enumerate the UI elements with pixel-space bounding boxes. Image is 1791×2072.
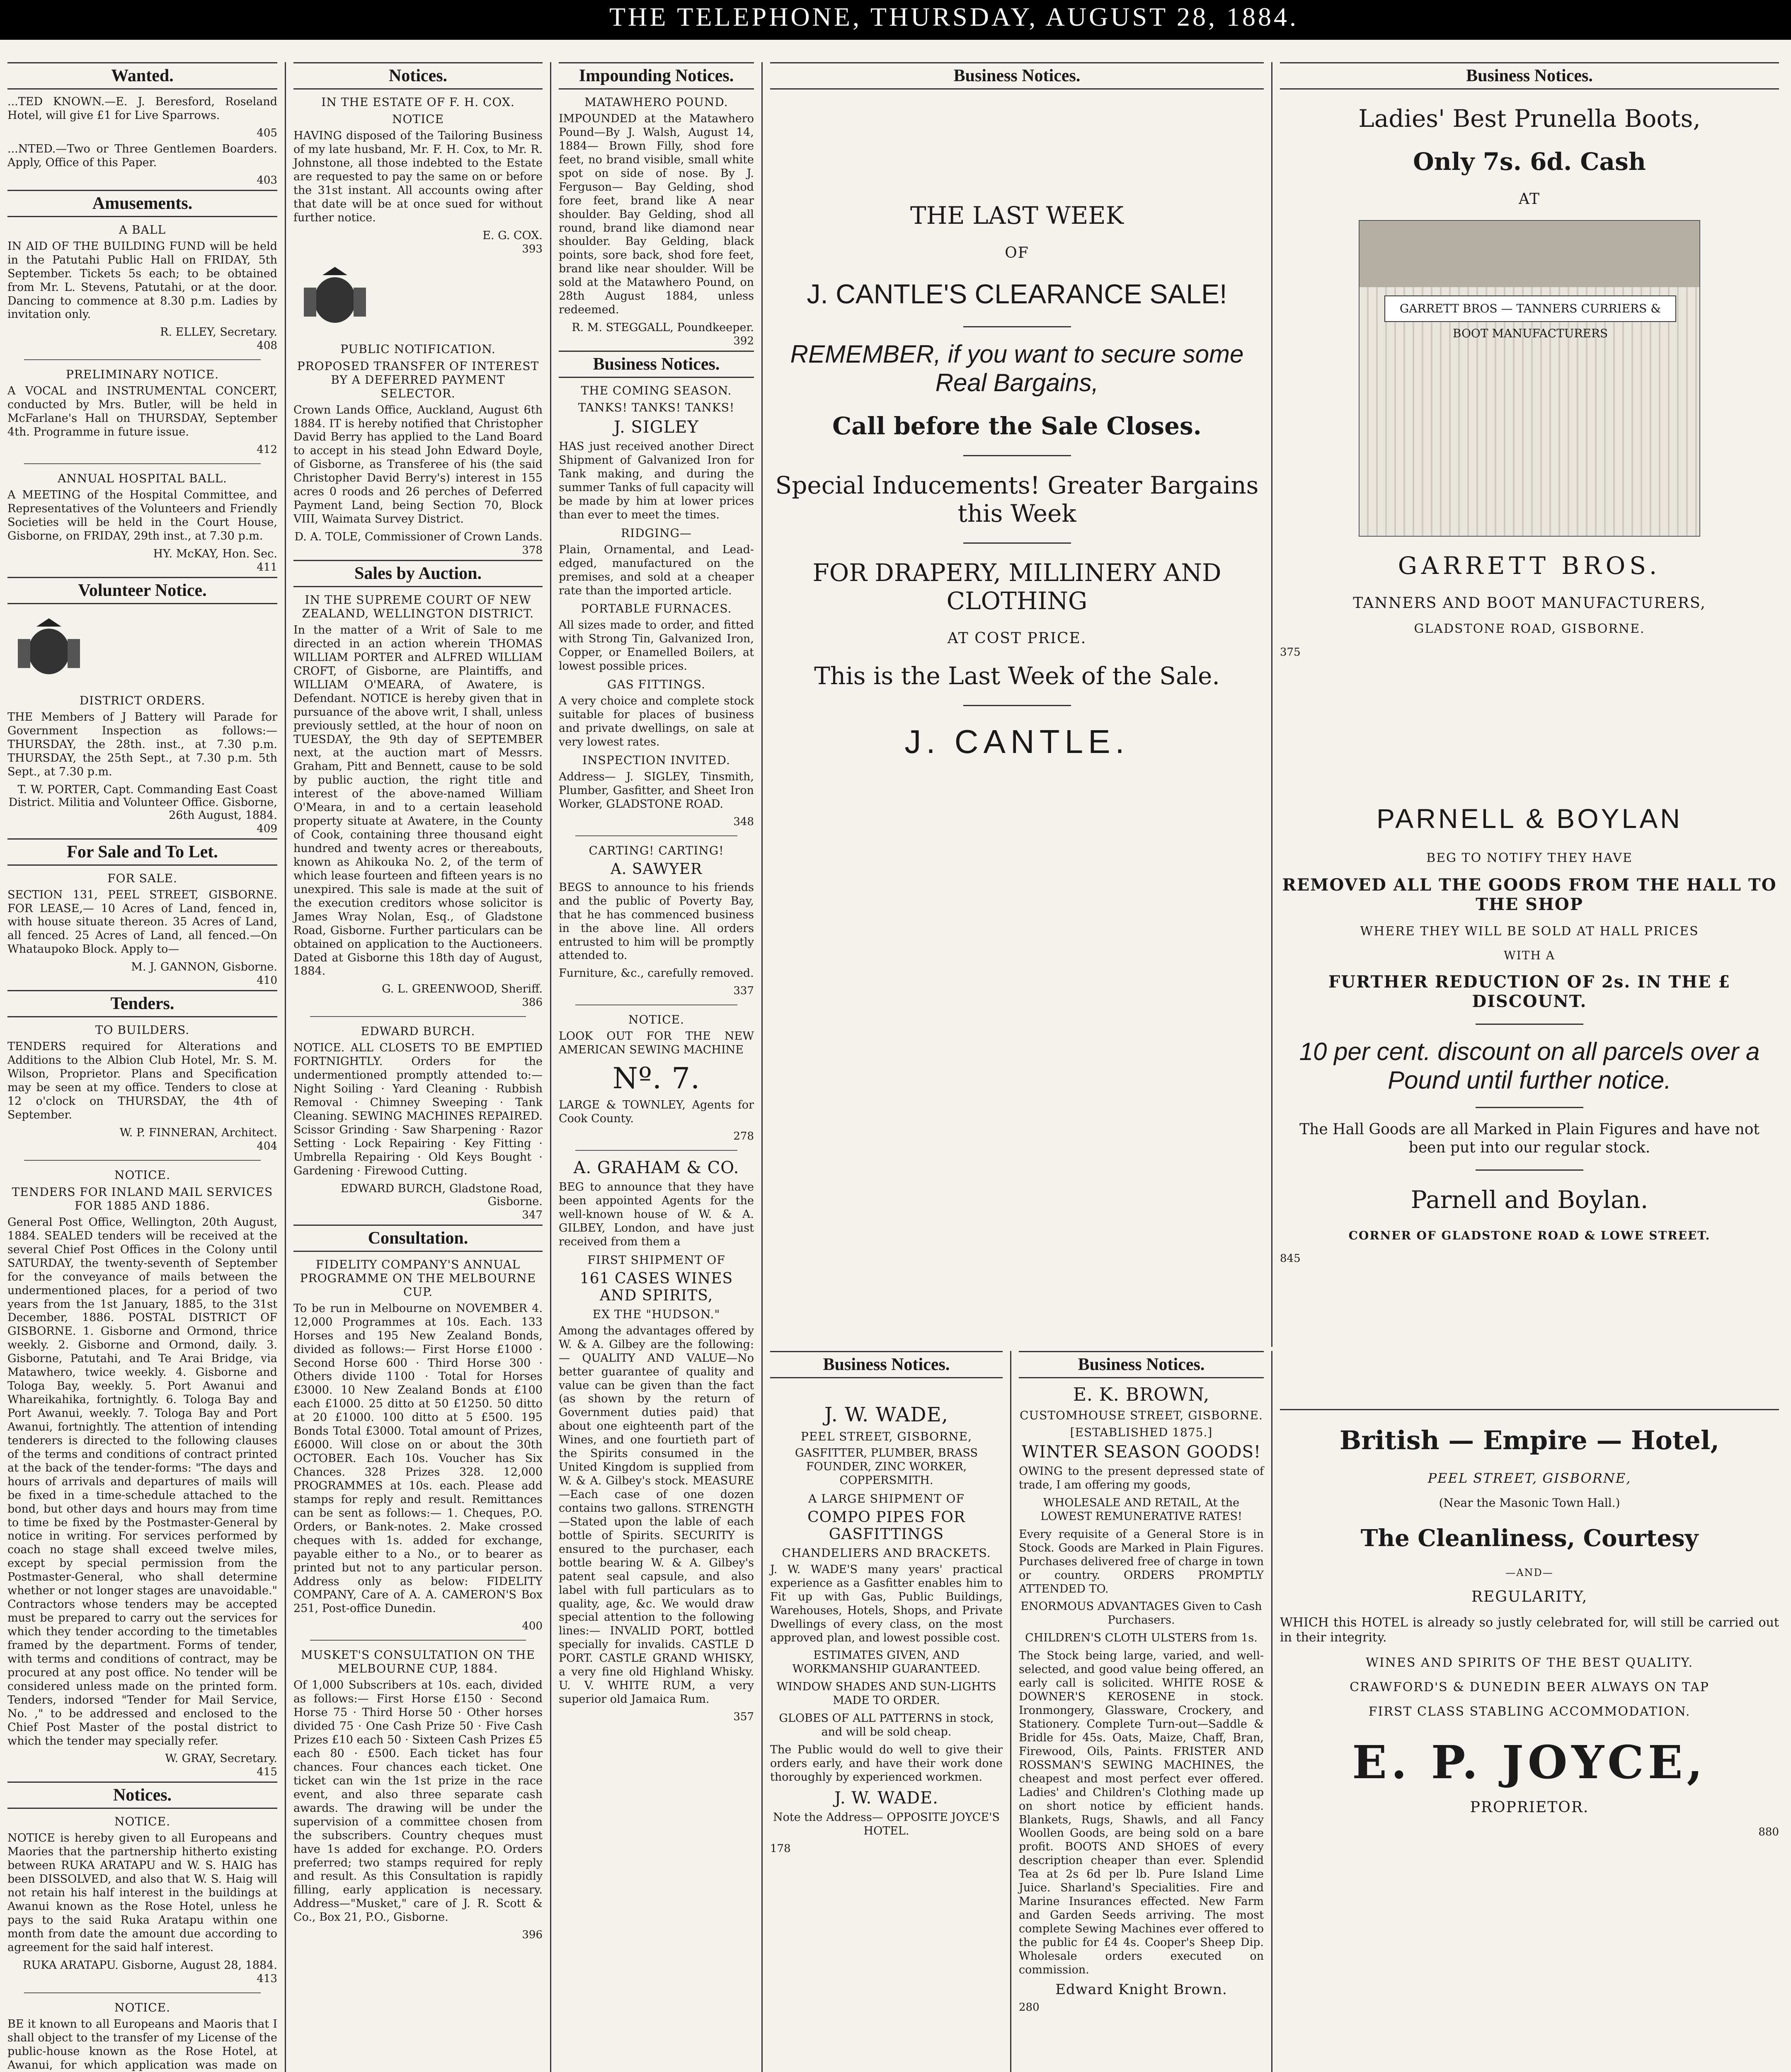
divider xyxy=(575,1150,737,1151)
divider xyxy=(575,835,737,836)
divider xyxy=(963,542,1071,544)
ad-text: TENDERS required for Alterations and Additions to the Albion Club Hotel, Mr. S. M. Wilson, Proprietor. Plans and Specification may be seen at my office. Tenders to close at 12 o'clock on THURSDAY, the 4th of September. xyxy=(7,1040,277,1121)
ad-number: 393 xyxy=(522,242,543,255)
masthead xyxy=(0,0,1791,40)
ad-text: CHILDREN'S CLOTH ULSTERS from 1s. xyxy=(1025,1631,1258,1645)
parnell-name: PARNELL & BOYLAN xyxy=(1377,803,1682,834)
hotel-line: (Near the Masonic Town Hall.) xyxy=(1439,1496,1620,1510)
ad-text: To be run in Melbourne on NOVEMBER 4. 12,000 Programmes at 10s. Each. 133 Horses and 195 New Zealand Bonds, divided as follows:— First Horse £1000 · Second Horse 600 · Third Horse 300 · Others divide 1100 · Total for Horses £3000. 10 New Zealand Bonds at £100 each £1000. 25 ditto at 50 £1250. 50 ditto at 20 £1000. 100 ditto at 5 £500. 195 Bonds Total £3000. Total amount of Prizes, £6000. Will close on or about the 30th OCTOBER. Each 10s. Voucher has Six Chances. 328 Prizes 328. 12,000 PROGRAMMES at 10s. each. Please add stamps for reply and result. Remittances can be sent as follows:— 1. Cheques, P.O. Orders, or Bank-notes. 2. Make crossed cheques with 1s. added for exchange, payable either to a No., or to bearer as printed but not to any particular person. Address only as below: FIDELITY COMPANY, Care of A. A. CAMERON'S Box 251, Post-office Dunedin. xyxy=(293,1302,543,1615)
ad-number: 411 xyxy=(257,561,277,574)
royal-crest-icon xyxy=(7,618,90,680)
ad-number: 413 xyxy=(257,1972,277,1985)
ad-heading: A. SAWYER xyxy=(610,860,703,878)
ad-signature: G. L. GREENWOOD, Sheriff. xyxy=(382,983,543,996)
garrett-line: GLADSTONE ROAD, GISBORNE. xyxy=(1414,622,1645,636)
section-business-notices: Business Notices. xyxy=(770,1351,1003,1378)
ad-number: 392 xyxy=(733,335,754,348)
hotel-line: PROPRIETOR. xyxy=(1470,1799,1589,1816)
ad-text: OWING to the present depressed state of trade, I am offering my goods, xyxy=(1019,1465,1264,1491)
divider xyxy=(24,463,261,464)
ad-text: THE Members of J Battery will Parade for Government Inspection as follows:— THURSDAY, the 28th. inst., at 7.30 p.m. THURSDAY, the 25th Sept., at 7.30 p.m. 5th Sept., at 7.30 p.m. xyxy=(7,710,277,778)
section-wanted: Wanted. xyxy=(7,62,277,90)
ad-signature: RUKA ARATAPU. Gisborne, August 28, 1884. xyxy=(23,1958,277,1972)
ad-number: 403 xyxy=(257,174,277,186)
divider xyxy=(24,1992,261,1993)
ad-signature: EDWARD BURCH, Gladstone Road, Gisborne. xyxy=(340,1182,543,1208)
ad-text: Every requisite of a General Store is in Stock. Goods are Marked in Plain Figures. Purchases delivered free of charge in town or country. ORDERS PROMPTLY ATTENDED TO. xyxy=(1019,1527,1264,1595)
section-amusements: Amusements. xyxy=(7,190,277,217)
ad-number: 357 xyxy=(733,1711,754,1723)
ad-heading: PRELIMINARY NOTICE. xyxy=(65,368,219,382)
parnell-line: REMOVED ALL THE GOODS FROM THE HALL TO THE SHOP xyxy=(1282,875,1777,914)
ad-text: ENORMOUS ADVANTAGES Given to Cash Purchasers. xyxy=(1020,1600,1262,1627)
hotel-proprietor-name: E. P. JOYCE, xyxy=(1352,1736,1707,1789)
ad-text: Plain, Ornamental, and Lead-edged, manufactured on the premises, and sold at a cheaper rate than the imported article. xyxy=(559,543,754,597)
ad-heading: J. W. WADE, xyxy=(824,1403,948,1426)
ad-text: NOTICE. ALL CLOSETS TO BE EMPTIED FORTNIGHTLY. Orders for the undermentioned promptly attended to:— Night Soiling · Yard Cleaning · Rubbish Removal · Chimney Sweeping · Tank Cleaning. SEWING MACHINES REPAIRED. Scissor Grinding · Saw Sharpening · Razor Setting · Lock Repairing · Key Fitting · Umbrella Repairing · Old Keys Bought · Gardening · Firewood Cutting. xyxy=(293,1041,543,1177)
ad-text: NOTICE is hereby given to all Europeans and Maories that the partnership hitherto existing between RUKA ARATAPU and W. S. HAIG has been DISSOLVED, and also that W. S. Haig will not retain his half interest in the buildings at Awanui known as the Rose Hotel, unless he pays to the said Ruka Aratapu within one month from date the amount due according to agreement for the said half interest. xyxy=(7,1832,277,1954)
cantle-line: AT COST PRICE. xyxy=(947,630,1087,647)
ad-signature: HY. McKAY, Hon. Sec. xyxy=(153,547,277,560)
ad-number: 278 xyxy=(733,1130,754,1143)
ad-text: ...NTED.—Two or Three Gentlemen Boarders. Apply, Office of this Paper. xyxy=(7,142,277,169)
ad-text: BE it known to all Europeans and Maoris that I shall object to the transfer of my License of the public-house known as the Rose Hotel, at Awanui, for which application was made on xyxy=(7,2017,277,2072)
ad-signature: Edward Knight Brown. xyxy=(1055,1981,1227,1998)
ad-signature: R. M. STEGGALL, Poundkeeper. xyxy=(572,321,754,334)
ad-heading: MUSKET'S CONSULTATION ON THE MELBOURNE CUP, 1884. xyxy=(301,1648,536,1676)
ad-heading: IN THE SUPREME COURT OF NEW ZEALAND, WELLINGTON DISTRICT. xyxy=(302,593,534,620)
hotel-line: WHICH this HOTEL is already so justly celebrated for, will still be carried out in their integrity. xyxy=(1280,1615,1779,1645)
section-impounding: Impounding Notices. xyxy=(559,62,754,90)
ad-heading: A. GRAHAM & CO. xyxy=(573,1158,739,1178)
ad-heading: DISTRICT ORDERS. xyxy=(79,693,206,707)
cantle-line: THE LAST WEEK xyxy=(910,201,1124,230)
section-tenders: Tenders. xyxy=(7,990,277,1017)
ad-text: WHOLESALE AND RETAIL, At the LOWEST REMUNERATIVE RATES! xyxy=(1040,1496,1242,1523)
ad-text: Address— J. SIGLEY, Tinsmith, Plumber, Gasfitter, and Sheet Iron Worker, GLADSTONE ROAD. xyxy=(559,770,754,811)
cantle-line: Special Inducements! Greater Bargains this Week xyxy=(775,471,1259,528)
ad-number: 347 xyxy=(522,1208,543,1221)
divider xyxy=(1476,1169,1583,1171)
divider xyxy=(1476,1024,1583,1025)
hotel-line: WINES AND SPIRITS OF THE BEST QUALITY. xyxy=(1365,1656,1694,1670)
ad-heading: ANNUAL HOSPITAL BALL. xyxy=(58,472,227,486)
column-2 xyxy=(286,62,551,2072)
section-business-notices: Business Notices. xyxy=(559,351,754,378)
parnell-line: BEG TO NOTIFY THEY HAVE xyxy=(1426,851,1633,865)
ad-number: 410 xyxy=(257,974,277,987)
ad-signature: W. GRAY, Secretary. xyxy=(165,1752,277,1765)
garrett-line: TANNERS AND BOOT MANUFACTURERS, xyxy=(1353,595,1706,612)
ad-heading: NOTICE. xyxy=(114,2000,170,2014)
shop-building-illustration xyxy=(1359,220,1700,537)
garrett-line: Ladies' Best Prunella Boots, xyxy=(1358,104,1701,133)
ad-text: A very choice and complete stock suitable for places of business and private dwellings, on sale at very lowest rates. xyxy=(559,695,754,748)
ad-signature: T. W. PORTER, Capt. Commanding East Coast District. Militia and Volunteer Office. Gisborne, 26th August, 1884. xyxy=(8,783,277,822)
parnell-line: The Hall Goods are all Marked in Plain Figures and have not been put into our regular stock. xyxy=(1299,1121,1759,1156)
divider xyxy=(310,1016,526,1017)
ad-heading: RIDGING— xyxy=(621,526,692,540)
parnell-signature: Parnell and Boylan. xyxy=(1411,1185,1648,1214)
ad-heading: IN THE ESTATE OF F. H. COX. xyxy=(321,95,515,109)
ad-text: LARGE & TOWNLEY, Agents for Cook County. xyxy=(559,1099,754,1126)
ad-heading: EDWARD BURCH. xyxy=(361,1024,475,1038)
ad-number: 400 xyxy=(522,1620,543,1633)
section-business-notices: Business Notices. xyxy=(770,62,1264,90)
hotel-line: REGULARITY, xyxy=(1471,1588,1588,1605)
column-4-brown xyxy=(1011,1351,1272,2072)
divider xyxy=(310,1640,526,1641)
section-notices: Notices. xyxy=(293,62,543,90)
hotel-line: CRAWFORD'S & DUNEDIN BEER ALWAYS ON TAP xyxy=(1350,1680,1709,1694)
section-volunteer: Volunteer Notice. xyxy=(7,577,277,604)
parnell-line: CORNER OF GLADSTONE ROAD & LOWE STREET. xyxy=(1348,1228,1711,1242)
garrett-name: GARRETT BROS. xyxy=(1398,552,1661,580)
ad-text: Crown Lands Office, Auckland, August 6th 1884. IT is hereby notified that Christopher David Berry has applied to the Land Board to accept in his stead John Edward Doyle, of Gisborne, as Transferee of his (the said Christopher David Berry's) interest in 155 acres 0 roods and 26 perches of Deferred Payment Land, being Section 70, Block VIII, Waimata Survey District. xyxy=(293,403,543,526)
ad-heading: NOTICE. xyxy=(114,1168,170,1182)
ad-number: 178 xyxy=(770,1842,791,1855)
ad-number: 404 xyxy=(257,1140,277,1152)
column-1 xyxy=(0,62,286,2072)
divider xyxy=(963,455,1071,456)
section-for-sale: For Sale and To Let. xyxy=(7,838,277,866)
hotel-line: FIRST CLASS STABLING ACCOMMODATION. xyxy=(1368,1704,1691,1719)
cantle-line: Call before the Sale Closes. xyxy=(832,412,1202,440)
ad-number: 409 xyxy=(257,822,277,835)
ad-signature: R. ELLEY, Secretary. xyxy=(160,326,277,339)
ad-subheading: CUSTOMHOUSE STREET, GISBORNE. xyxy=(1020,1409,1263,1422)
ad-text: General Post Office, Wellington, 20th August, 1884. SEALED tenders will be received at the several Chief Post Offices in the Colony until SATURDAY, the twenty-seventh of September for the conveyance of mails between the undermentioned places, for a period of two years from the 1st January, 1885, to the 31st December, 1886. POSTAL DISTRICT OF GISBORNE. 1. Gisborne and Ormond, thrice weekly. 2. Gisborne and Ormond, daily. 3. Gisborne, Patutahi, and Te Arai Bridge, via Matawhero, twice weekly. 4. Gisborne and Tologa Bay, weekly. 5. Port Awanui and Whareikahika, fortnightly. 6. Tologa Bay and Port Awanui, weekly. 7. Tologa Bay and Port Awanui, fortnightly. The attention of intending tenderers is directed to the following clauses of the terms and conditions of contract printed at the back of the tender-forms: "The days and hours of arrivals and departures of mails will be fixed in a time-schedule attached to the bond, but other days and hours may from time to time be fixed by the Postmaster-General by notice in writing. For services performed by coach no stage shall exceed twelve miles, except by special permission from the Postmaster-General, who shall determine whether or not longer stages are unavoidable." Contractors whose tenders may be accepted must be prepared to carry out the services for which they tender according to the timetables framed by the department. Forms of tender, with terms and conditions of contract, may be procured at any post office. No tender will be considered unless made on the printed form. Tenders, indorsed "Tender for Mail Service, No. ," to be addressed and enclosed to the Chief Post Master of the postal district to which the tender may specially refer. xyxy=(7,1215,277,1748)
ad-text: ESTIMATES GIVEN, AND WORKMANSHIP GUARANTEED. xyxy=(792,1649,981,1676)
section-business-notices: Business Notices. xyxy=(1280,62,1779,90)
parnell-line: WITH A xyxy=(1503,949,1556,962)
divider xyxy=(24,1160,261,1161)
hotel-name: British — Empire — Hotel, xyxy=(1339,1425,1720,1455)
ad-signature: M. J. GANNON, Gisborne. xyxy=(131,961,277,974)
hotel-line: PEEL STREET, GISBORNE, xyxy=(1427,1470,1631,1486)
ad-heading: FIDELITY COMPANY'S ANNUAL PROGRAMME ON THE MELBOURNE CUP. xyxy=(300,1257,536,1299)
ad-heading: TO BUILDERS. xyxy=(95,1023,190,1037)
ad-subheading: [ESTABLISHED 1875.] xyxy=(1070,1426,1213,1439)
ad-text: Furniture, &c., carefully removed. xyxy=(559,967,754,980)
column-4-cantle xyxy=(763,62,1272,1347)
masthead-title: THE TELEPHONE, THURSDAY, AUGUST 28, 1884. xyxy=(609,2,1299,31)
ad-text: IN AID OF THE BUILDING FUND will be held in the Patutahi Public Hall on FRIDAY, 5th September. Tickets 5s each; to be obtained from Mr. L. Stevens, Patutahi, or at the door. Dancing to commence at 8.30 p.m. Ladies by invitation only. xyxy=(7,240,277,321)
ad-number: 412 xyxy=(257,443,277,456)
ad-number: 375 xyxy=(1280,646,1301,658)
ad-signature: W. P. FINNERAN, Architect. xyxy=(119,1126,277,1139)
cantle-signature: J. CANTLE. xyxy=(904,723,1129,760)
cantle-line: This is the Last Week of the Sale. xyxy=(814,662,1220,690)
ad-text: GLOBES OF ALL PATTERNS in stock, and will be sold cheap. xyxy=(779,1712,994,1739)
ad-heading: TANKS! TANKS! TANKS! xyxy=(578,401,735,415)
ad-heading: PUBLIC NOTIFICATION. xyxy=(340,342,496,356)
column-5 xyxy=(1272,62,1786,2072)
ad-text: In the matter of a Writ of Sale to me directed in an action wherein THOMAS WILLIAM PORTER and ALFRED WILLIAM CROFT, of Gisborne, are Plaintiffs, and WILLIAM O'MEARA, of Awatere, is Defendant. NOTICE is hereby given that in pursuance of the above writ, I shall, unless previously settled, at the hour of noon on TUESDAY, the 9th day of SEPTEMBER next, at the auction mart of Messrs. Graham, Pitt and Bennett, cause to be sold by public auction, the right title and interest of the above-named William O'Meara, in and to a certain leasehold property situate at Awatere, in the County of Cook, containing three thousand eight hundred and twenty acres or thereabouts, known as Ahikouka No. 2, of the term of which lease fourteen and fifteen years is no unexpired. This sale is made at the suit of the execution creditors whose solicitor is James Wray Nolan, Esq., of Gladstone Road, Gisborne. Further particulars can be obtained on application to the Auctioneers. Dated at Gisborne this 18th day of August, 1884. xyxy=(293,624,543,978)
ad-heading: NOTICE. xyxy=(628,1013,684,1027)
column-3 xyxy=(551,62,763,2072)
divider xyxy=(963,326,1071,327)
ad-subheading: A LARGE SHIPMENT OF xyxy=(808,1491,965,1506)
ad-heading: 161 CASES WINES AND SPIRITS, xyxy=(579,1270,733,1304)
parnell-discount: 10 per cent. discount on all parcels over a Pound until further notice. xyxy=(1299,1038,1760,1094)
ad-signature: E. G. COX. xyxy=(482,229,543,242)
ad-number: 348 xyxy=(733,815,754,828)
ad-text: Note the Address— OPPOSITE JOYCE'S HOTEL. xyxy=(773,1811,1000,1837)
column-4-wade xyxy=(763,1351,1011,2072)
ad-text: Among the advantages offered by W. & A. Gilbey are the following:— QUALITY AND VALUE—No better guarantee of quality and value can be given than the fact (as shown by the return of Government duties paid) that about one eighteenth part of the Wines, and one fourtieth part of the Spirits consumed in the United Kingdom is supplied from W. & A. Gilbey's stock. MEASURE—Each case of one dozen contains two gallons. STRENGTH—Stated upon the lable of each bottle of Spirits. SECURITY is ensured to the purchaser, each bottle bearing W. & A. Gilbey's patent seal capsule, and also label with full particulars as to quality, age, &c. We would draw special attention to the following lines:— INVALID PORT, bottled specially for invalids. CASTLE D PORT. CASTLE GRAND WHISKY, a very fine old Highland Whisky. U. V. WHITE RUM, a very superior old Jamaica Rum. xyxy=(559,1324,754,1706)
ad-text: BEG to announce that they have been appointed Agents for the well-known house of W. & A. GILBEY, London, and have just received from them a xyxy=(559,1181,754,1248)
hotel-line: —AND— xyxy=(1505,1566,1553,1578)
garrett-line: Only 7s. 6d. Cash xyxy=(1413,148,1646,176)
ad-heading: COMPO PIPES FOR GASFITTINGS xyxy=(807,1508,965,1543)
building-roof xyxy=(1360,221,1699,287)
cantle-line: OF xyxy=(1005,244,1029,261)
ad-text: BEGS to announce to his friends and the public of Poverty Bay, that he has commenced business in the above line. All orders entrusted to him will be promptly attended to. xyxy=(559,881,754,962)
ad-text: A VOCAL and INSTRUMENTAL CONCERT, conducted by Mrs. Butler, will be held in McFarlane's Hall on THURSDAY, September 4th. Programme in future issue. xyxy=(7,385,277,439)
cantle-headline: J. CANTLE'S CLEARANCE SALE! xyxy=(807,278,1227,309)
ad-heading: CARTING! CARTING! xyxy=(589,843,724,857)
ad-number: 408 xyxy=(257,339,277,352)
divider xyxy=(963,705,1071,706)
ad-heading: FOR SALE. xyxy=(107,871,177,885)
section-notices: Notices. xyxy=(7,1782,277,1809)
ad-number: 378 xyxy=(522,544,543,557)
ad-number: 415 xyxy=(257,1766,277,1779)
hotel-line: The Cleanliness, Courtesy xyxy=(1360,1524,1699,1552)
ad-subheading: EX THE "HUDSON." xyxy=(592,1307,720,1321)
royal-crest-icon xyxy=(293,267,376,329)
ad-signature: D. A. TOLE, Commissioner of Crown Lands. xyxy=(294,530,543,543)
ad-number: 396 xyxy=(522,1929,543,1941)
parnell-line: FURTHER REDUCTION OF 2s. IN THE £ DISCOUNT. xyxy=(1328,972,1731,1011)
ad-number: 386 xyxy=(522,996,543,1009)
ad-text: LOOK OUT FOR THE NEW AMERICAN SEWING MACHINE xyxy=(559,1030,754,1057)
ad-heading: MATAWHERO POUND. xyxy=(584,95,728,109)
ad-subheading: PEEL STREET, GISBORNE, xyxy=(801,1430,972,1443)
ad-text: J. W. WADE'S many years' practical experience as a Gasfitter enables him to Fit up with Gas, Public Buildings, Warehouses, Hotels, Shops, and Private Dwellings of every class, on the most approved plan, and lowest possible cost. xyxy=(770,1563,1003,1644)
ad-text: WINDOW SHADES AND SUN-LIGHTS MADE TO ORDER. xyxy=(776,1680,996,1707)
ad-heading: J. SIGLEY xyxy=(614,418,699,437)
ad-subheading: PROPOSED TRANSFER OF INTEREST BY A DEFERRED PAYMENT SELECTOR. xyxy=(297,359,539,400)
ad-heading: E. K. BROWN, xyxy=(1073,1384,1210,1405)
ad-text: The Stock being large, varied, and well-selected, and good value being offered, an early call is solicited. WHITE ROSE & DOWNER'S KEROSENE in stock. Ironmongery, Glassware, Crockery, and Stationery. Complete Turn-out—Saddle & Bridle for 45s. Oats, Maize, Chaff, Bran, Firewood, Oils, Paints. FRISTER AND ROSSMAN'S SEWING MACHINES, the cheapest and most perfect ever offered. Ladies' and Children's Clothing made up on short notice by efficient hands. Blankets, Rugs, Shawls, and all Fancy Woollen Goods, are being sold on a bare profit. BOOTS AND SHOES of every description cheaper than ever. Splendid Tea at 2s 6d per lb. Pure Island Lime Juice. Sharland's Specialities. Fire and Marine Insurances effected. New Farm and Garden Seeds arriving. The most complete Sewing Machines ever offered to the public for £4 4s. Cooper's Sheep Dip. Wholesale orders executed on commission. xyxy=(1019,1649,1264,1976)
ad-text: Of 1,000 Subscribers at 10s. each, divided as follows:— First Horse £150 · Second Horse 75 · Third Horse 50 · Other horses divided 75 · One Cash Prize 50 · Five Cash Prizes £10 each 50 · Sixteen Cash Prizes £5 each 80 · £500. Each ticket has four chances. Four chances each ticket. One ticket can win the 1st prize in the race event, and also three separate cash awards. The drawing will be under the supervision of a committee chosen from the subscribers. Country cheques must have 1s added for exchange. P.O. Orders preferred; two stamps required for reply and result. As this Consultation is rapidly filling, early application is necessary. Address—"Musket," care of J. R. Scott & Co., Box 21, P.O., Gisborne. xyxy=(293,1679,543,1924)
ad-text: SECTION 131, PEEL STREET, GISBORNE. FOR LEASE,— 10 Acres of Land, fenced in, with house situate thereon. 35 Acres of Land, all fenced. 25 Acres of Land, all fenced.—On Whataupoko Block. Apply to— xyxy=(7,888,277,956)
ad-text: IMPOUNDED at the Matawhero Pound—By J. Walsh, August 14, 1884— Brown Filly, shod fore feet, no brand visible, small white spot on side of nose. By J. Ferguson— Bay Gelding, shod fore feet, brand like A near shoulder. Bay Gelding, shod all round, brand like diamond near shoulder. Bay Gelding, black points, sore back, shod fore feet, brand like near shoulder. Will be sold at the Matawhero Pound, on 28th August 1884, unless redeemed. xyxy=(559,112,754,317)
cantle-line: FOR DRAPERY, MILLINERY AND CLOTHING xyxy=(812,559,1221,615)
ad-subheading: CHANDELIERS AND BRACKETS. xyxy=(782,1546,991,1560)
cantle-line: REMEMBER, if you want to secure some Real Bargains, xyxy=(790,340,1244,397)
ad-subheading: TENDERS FOR INLAND MAIL SERVICES FOR 1885 AND 1886. xyxy=(12,1185,273,1213)
ad-text: HAVING disposed of the Tailoring Business of my late husband, Mr. F. H. Cox, to Mr. R. Johnstone, all those indebted to the Estate are requested to pay the same on or before the 31st instant. All accounts owing after that date will be at once sued for without further notice. xyxy=(293,129,543,224)
ad-text: All sizes made to order, and fitted with Strong Tin, Galvanized Iron, Copper, or Enamelled Boilers, at lowest possible prices. xyxy=(559,619,754,673)
ad-text: ...TED KNOWN.—E. J. Beresford, Roseland Hotel, will give £1 for Live Sparrows. xyxy=(7,95,277,122)
shop-sign: GARRETT BROS — TANNERS CURRIERS & BOOT MANUFACTURERS xyxy=(1384,295,1676,322)
ad-text: GASFITTER, PLUMBER, BRASS FOUNDER, ZINC WORKER, COPPERSMITH. xyxy=(795,1447,978,1487)
garrett-line: AT xyxy=(1518,191,1541,208)
ad-number: 880 xyxy=(1758,1826,1779,1838)
ad-number: 845 xyxy=(1280,1252,1301,1265)
ad-heading: THE COMING SEASON. xyxy=(581,384,732,398)
ad-heading: Nº. 7. xyxy=(612,1061,700,1096)
ad-text: HAS just received another Direct Shipment of Galvanized Iron for Tank making, and during the summer Tanks of full capacity will be made by him at lower prices than ever to meet the times. xyxy=(559,440,754,521)
section-sales-by-auction: Sales by Auction. xyxy=(293,560,543,587)
ad-subheading: NOTICE xyxy=(392,112,444,126)
section-business-notices: Business Notices. xyxy=(1019,1351,1264,1378)
ad-heading: A BALL xyxy=(119,223,166,237)
ad-number: 405 xyxy=(257,126,277,139)
ad-number: 280 xyxy=(1019,2001,1040,2014)
ad-heading: PORTABLE FURNACES. xyxy=(581,602,732,616)
ad-heading: WINTER SEASON GOODS! xyxy=(1021,1443,1261,1462)
divider xyxy=(1476,1107,1583,1108)
ad-heading: GAS FITTINGS. xyxy=(607,678,706,692)
ad-heading: NOTICE. xyxy=(114,1815,170,1829)
ad-heading: INSPECTION INVITED. xyxy=(582,753,730,767)
divider xyxy=(24,359,261,360)
section-consultation: Consultation. xyxy=(293,1225,543,1252)
ad-heading: FIRST SHIPMENT OF xyxy=(587,1253,725,1267)
ad-number: 337 xyxy=(733,985,754,997)
parnell-line: WHERE THEY WILL BE SOLD AT HALL PRICES xyxy=(1360,924,1699,939)
ad-text: The Public would do well to give their orders early, and have their work done thoroughly by experienced workmen. xyxy=(770,1743,1003,1784)
ad-text: A MEETING of the Hospital Committee, and Representatives of the Volunteers and Friendly Societies will be held in the Court House, Gisborne, on FRIDAY, 29th inst., at 7.30 p.m. xyxy=(7,489,277,542)
ad-signature: J. W. WADE. xyxy=(834,1788,938,1808)
